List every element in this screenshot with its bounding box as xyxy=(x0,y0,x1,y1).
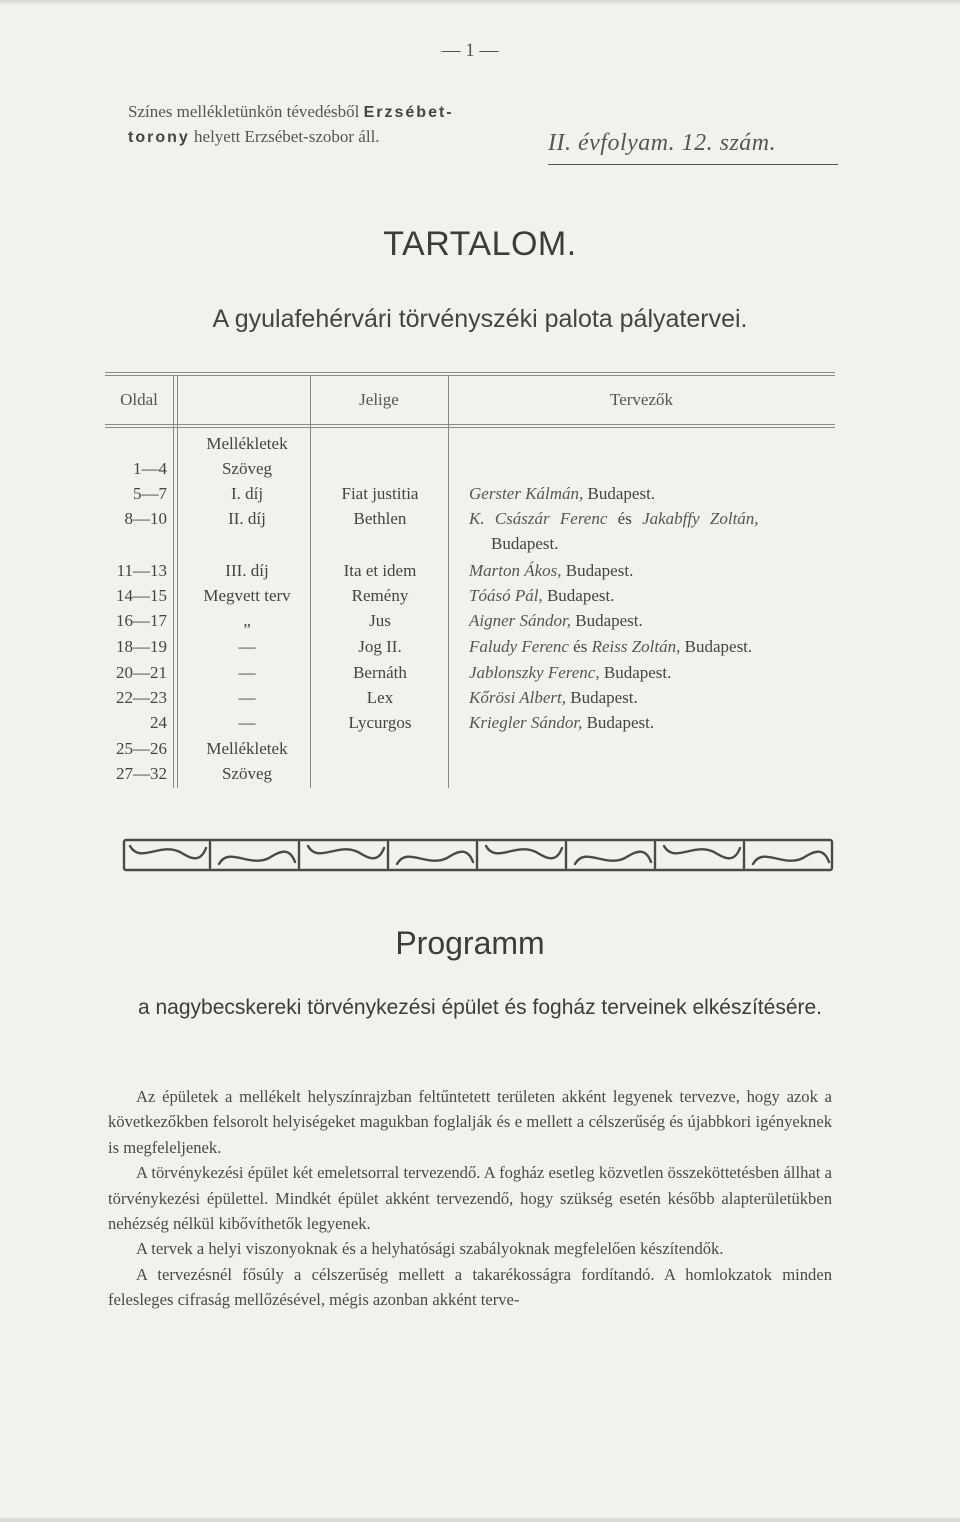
designer-cell xyxy=(469,558,837,583)
designer-cell xyxy=(469,481,837,506)
table-cell: — xyxy=(238,637,256,656)
notice-text-2: helyett Erzsébet-szobor áll. xyxy=(194,127,380,146)
paragraph: Az épületek a mellékelt helyszínrajzban feltűntetett területen akként legyenek tervezve, hogy azok a következőkben felsorolt helyiségeket magukban foglalják és e mellett a célszerűség és újabbkori igényeknek is megfeleljenek. xyxy=(108,1087,832,1157)
programm-body xyxy=(108,1084,832,1313)
header-tervezok: Tervezők xyxy=(610,390,673,409)
table-cell: 25—26 xyxy=(116,739,167,758)
designer-city: Budapest. xyxy=(546,586,615,605)
programm-subtitle: a nagybecskereki törvénykezési épület és fogház terveinek elkészítésére. xyxy=(137,996,823,1019)
table-cell: Jus xyxy=(369,611,391,630)
table-cell: 11—13 xyxy=(116,561,167,580)
ornament-unit xyxy=(575,842,655,868)
column-divider xyxy=(177,376,178,788)
designer-name: Kriegler Sándor, xyxy=(469,713,583,732)
page-bottom-edge xyxy=(0,1518,960,1522)
designer-cell xyxy=(469,608,837,633)
designer-city: Budapest. xyxy=(684,637,753,656)
table-cell: Bethlen xyxy=(353,509,407,528)
programm-title: Programm xyxy=(395,925,545,961)
volume-underline xyxy=(548,164,838,165)
designer-name: Gerster Kálmán, xyxy=(469,484,584,503)
table-cell: „ xyxy=(243,611,251,630)
designer-name-2: Jakabffy Zoltán, xyxy=(642,509,759,528)
paragraph: A tervezésnél fősúly a célszerűség mellett a takarékosságra fordítandó. A homlokzatok minden felesleges cifraság mellőzésével, mégis azonban akként terve- xyxy=(108,1264,832,1310)
ornament-unit xyxy=(753,852,829,864)
table-cell: Szöveg xyxy=(221,459,273,478)
table-cell: Bernáth xyxy=(353,663,407,682)
ornament-unit xyxy=(397,842,477,868)
volume-number: II. évfolyam. 12. szám. xyxy=(548,130,777,156)
designer-city: Budapest. xyxy=(575,611,643,630)
table-top-rule xyxy=(105,372,835,373)
table-cell: 18—19 xyxy=(116,637,167,656)
designer-cell xyxy=(469,685,837,710)
designer-name-2: Reiss Zoltán, xyxy=(591,637,681,656)
notice-text-1: Színes mellékletünkön tévedésből xyxy=(128,102,360,121)
table-cell: Szöveg xyxy=(221,764,273,783)
designer-conj: és xyxy=(617,509,632,528)
designer-city: Budapest. xyxy=(586,713,655,732)
table-cell: I. díj xyxy=(230,484,264,503)
column-divider xyxy=(448,376,449,788)
table-cell: III. díj xyxy=(225,561,269,580)
notice-bold-term: Erzsébet-torony xyxy=(128,104,454,146)
table-cell: — xyxy=(238,688,256,707)
table-cell: 16—17 xyxy=(116,611,167,630)
column-divider xyxy=(173,376,174,788)
table-cell: — xyxy=(238,663,256,682)
designer-cell xyxy=(469,583,837,608)
paragraph: A tervek a helyi viszonyoknak és a helyhatósági szabályoknak megfelelően készítendők. xyxy=(136,1239,724,1259)
table-cell: — xyxy=(238,713,256,732)
designer-name: Marton Ákos, xyxy=(469,561,562,580)
table-cell: 24 xyxy=(150,713,167,732)
paragraph: A törvénykezési épület két emeletsorral tervezendő. A fogház esetleg közvetlen összeköttetésben állhat a törvénykezési épülettel. Mindkét épület akként tervezendő, hogy szükség esetén később alapterületükben nehézség nélkül kibővíthetők legyenek. xyxy=(108,1163,832,1234)
errata-notice xyxy=(128,100,468,150)
table-cell: 27—32 xyxy=(116,764,167,783)
designer-city: Budapest. xyxy=(587,484,656,503)
page-number: — 1 — xyxy=(441,40,499,61)
header-jelige: Jelige xyxy=(359,390,399,409)
table-cell: Lycurgos xyxy=(348,713,412,732)
designer-name: Kőrösi Albert, xyxy=(469,688,566,707)
table-cell: Megvett terv xyxy=(203,586,291,605)
designer-city: Budapest. xyxy=(491,534,559,553)
table-cell: 5—7 xyxy=(133,484,167,503)
designer-name: Faludy Ferenc xyxy=(469,637,569,656)
table-cell: Mellékletek xyxy=(206,739,288,758)
table-cell: 8—10 xyxy=(124,509,167,528)
table-cell: Ita et idem xyxy=(343,561,417,580)
header-oldal: Oldal xyxy=(120,390,158,409)
page-title: TARTALOM. xyxy=(383,225,577,263)
table-top-rule-2 xyxy=(105,375,835,376)
ornament-unit xyxy=(219,842,299,868)
table-cell: Mellékletek xyxy=(206,434,288,453)
designer-name: Jablonszky Ferenc, xyxy=(469,663,600,682)
table-cell: Jog II. xyxy=(358,637,402,656)
ornament-unit xyxy=(130,842,210,868)
contents-table xyxy=(105,372,835,792)
decorative-border-ornament xyxy=(122,838,834,872)
table-header-rule-2 xyxy=(105,427,835,428)
designer-name: K. Császár Ferenc xyxy=(469,509,608,528)
designer-cell xyxy=(469,634,837,659)
table-cell: 22—23 xyxy=(116,688,167,707)
table-cell: Lex xyxy=(366,688,394,707)
designer-cell xyxy=(469,506,837,531)
page-top-edge xyxy=(0,0,960,6)
designer-name: Tóásó Pál, xyxy=(469,586,543,605)
table-cell: II. díj xyxy=(228,509,266,528)
designer-city: Budapest. xyxy=(570,688,638,707)
table-cell: 14—15 xyxy=(116,586,167,605)
designer-city: Budapest. xyxy=(565,561,634,580)
ornament-unit xyxy=(486,842,566,868)
designer-name: Aigner Sándor, xyxy=(469,611,571,630)
table-cell: 1—4 xyxy=(133,459,167,478)
page-subtitle: A gyulafehérvári törvényszéki palota pályatervei. xyxy=(212,305,748,333)
designer-city: Budapest. xyxy=(603,663,672,682)
table-cell: Remény xyxy=(351,586,409,605)
ornament-unit xyxy=(308,842,388,868)
designer-conj: és xyxy=(573,637,588,656)
designer-cell xyxy=(469,660,837,685)
table-cell: 20—21 xyxy=(116,663,167,682)
ornament-unit xyxy=(664,842,744,868)
table-header-rule xyxy=(105,424,835,425)
table-cell: Fiat justitia xyxy=(341,484,419,503)
designer-cell xyxy=(469,710,837,735)
